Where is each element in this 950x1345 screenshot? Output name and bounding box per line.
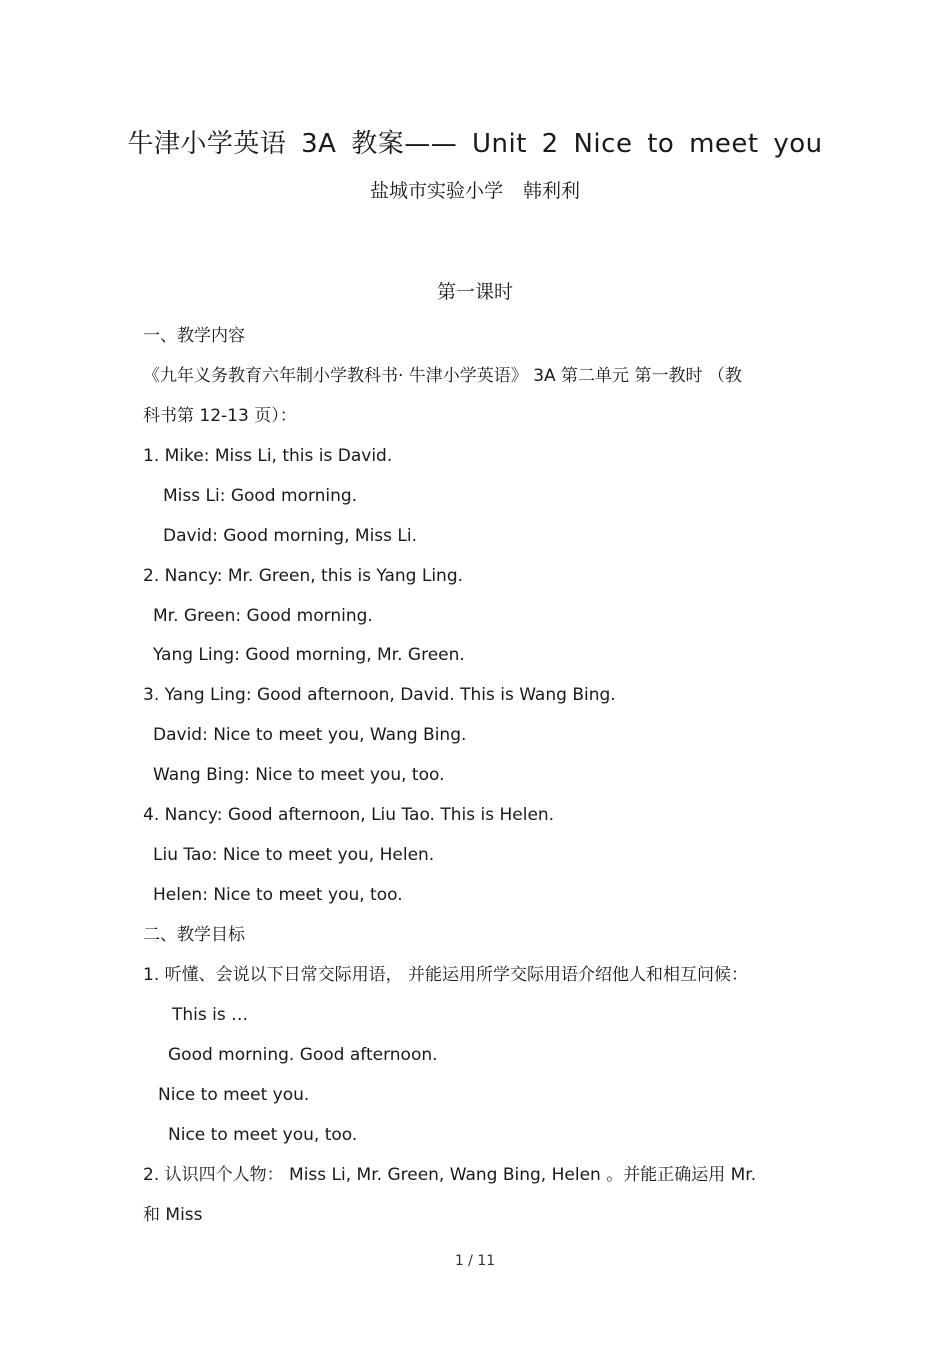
phrase-line: This is … <box>172 1005 249 1025</box>
author-line: 盐城市实验小学 韩利利 <box>369 180 581 202</box>
dialogue-line: Helen: Nice to meet you, too. <box>153 885 403 905</box>
page-number: 1 / 11 <box>454 1253 496 1269</box>
dialogue-line: David: Nice to meet you, Wang Bing. <box>153 725 467 745</box>
dialogue-line: Liu Tao: Nice to meet you, Helen. <box>153 845 435 865</box>
dialogue-line: David: Good morning, Miss Li. <box>163 526 418 546</box>
dialogue-line: 4. Nancy: Good afternoon, Liu Tao. This is Helen. <box>143 805 555 825</box>
goal-1: 1. 听懂、会说以下日常交际用语， 并能运用所学交际用语介绍他人和相互问候： <box>143 965 749 985</box>
dialogue-line: 2. Nancy: Mr. Green, this is Yang Ling. <box>143 566 464 586</box>
dialogue-line: 1. Mike: Miss Li, this is David. <box>143 446 393 466</box>
dialogue-line: Yang Ling: Good morning, Mr. Green. <box>153 645 465 665</box>
dialogue-line: Mr. Green: Good morning. <box>153 606 373 626</box>
phrase-line: Nice to meet you. <box>158 1085 310 1105</box>
goal-2-line-1: 2. 认识四个人物： Miss Li, Mr. Green, Wang Bing, Helen 。并能正确运用 Mr. <box>143 1165 757 1185</box>
textbook-reference-line-1: 《九年义务教育六年制小学教科书· 牛津小学英语》 3A 第二单元 第一教时 （教 <box>143 366 742 386</box>
section-heading-goals: 二、教学目标 <box>143 925 245 945</box>
document-title: 牛津小学英语 3A 教案—— Unit 2 Nice to meet you <box>127 129 823 159</box>
dialogue-line: Miss Li: Good morning. <box>163 486 358 506</box>
dialogue-line: Wang Bing: Nice to meet you, too. <box>153 765 445 785</box>
dialogue-line: 3. Yang Ling: Good afternoon, David. This is Wang Bing. <box>143 685 616 705</box>
textbook-reference-line-2: 科书第 12-13 页）： <box>143 406 297 426</box>
lesson-heading: 第一课时 <box>436 281 513 303</box>
phrase-line: Nice to meet you, too. <box>168 1125 358 1145</box>
section-heading-content: 一、教学内容 <box>143 326 245 346</box>
goal-2-line-2: 和 Miss <box>143 1205 203 1225</box>
phrase-line: Good morning. Good afternoon. <box>168 1045 438 1065</box>
